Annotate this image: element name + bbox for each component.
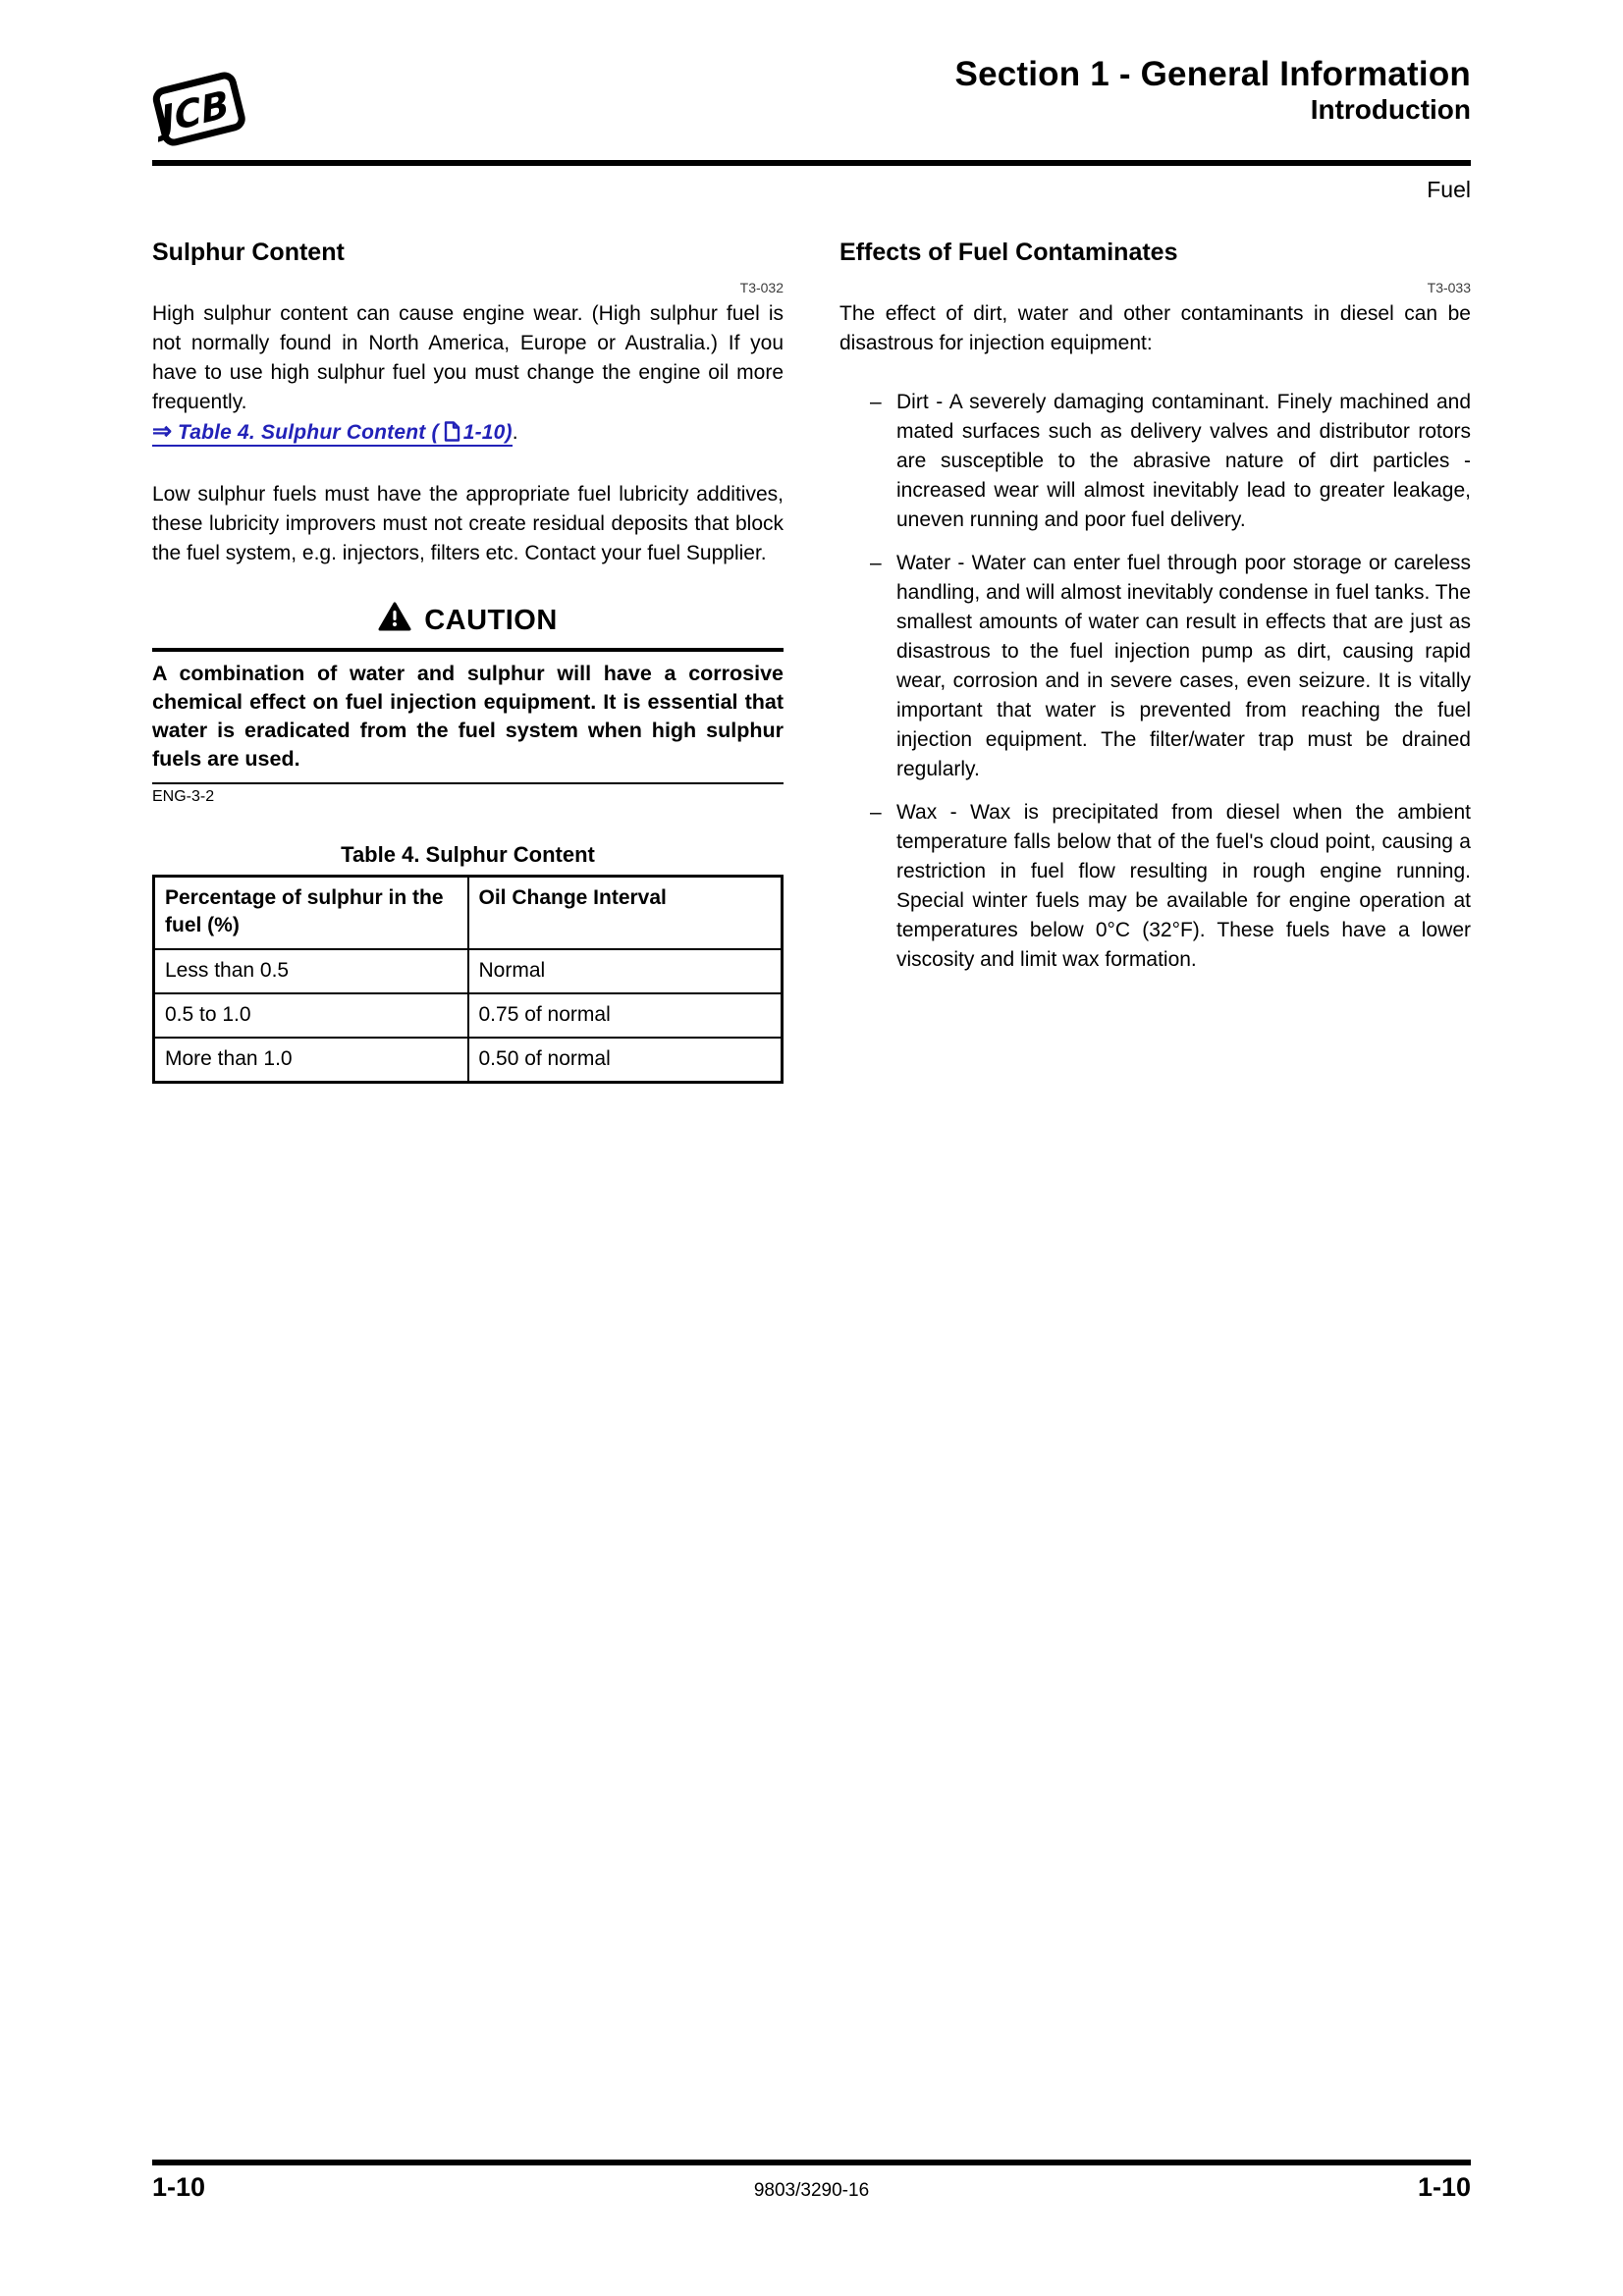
table-cell: 0.50 of normal: [468, 1038, 783, 1083]
table-header-row: [154, 877, 783, 950]
caution-rule-bottom: [152, 782, 784, 784]
document-number: 9803/3290-16: [753, 2180, 870, 2201]
list-item-text: Dirt - A severely damaging contaminant. Finely machined and mated surfaces such as delivery valves and distributor rotors are susceptible to the abrasive nature of dirt particles - increased wear will almost inevitably lead to greater leakage, uneven running and poor fuel delivery.: [896, 391, 1471, 531]
topic-code: T3-032: [739, 280, 784, 295]
header-titles: [152, 49, 1471, 126]
caution-text: A combination of water and sulphur will have a corrosive chemical effect on fuel injection equipment. It is essential that water is eradicated from the fuel system when high sulphur fuels are used.: [152, 662, 784, 771]
table-caption: Table 4. Sulphur Content: [341, 842, 595, 867]
dash-marker: –: [870, 391, 882, 413]
heading-fuel-contaminates: Effects of Fuel Contaminates: [839, 239, 1178, 266]
paragraph-contaminants-intro: The effect of dirt, water and other contaminants in diesel can be disastrous for injection equipment:: [839, 302, 1471, 354]
svg-text:JCB: JCB: [158, 81, 233, 142]
footer-row: [152, 2172, 1471, 2203]
list-item-text: Wax - Wax is precipitated from diesel when the ambient temperature falls below that of the fuel's cloud point, causing a restriction in fuel flow resulting in rough engine running. Special winter fuels may be available for engine operation at temperatures below 0°C (32°F). These fuels have a lower viscosity and limit wax formation.: [896, 801, 1471, 971]
header-rule: [152, 160, 1471, 166]
caution-box: [152, 602, 784, 806]
table-row: [154, 949, 783, 993]
table-cell: 0.5 to 1.0: [154, 993, 468, 1038]
table-header-cell: Percentage of sulphur in the fuel (%): [154, 877, 468, 950]
caution-heading: [152, 602, 784, 640]
heading-sulphur-content: Sulphur Content: [152, 239, 345, 266]
paragraph-low-sulphur: Low sulphur fuels must have the appropriate fuel lubricity additives, these lubricity improvers must not create residual deposits that block the fuel system, e.g. injectors, filters etc. Contact your fuel Supplier.: [152, 483, 784, 564]
topic-code: T3-033: [1427, 280, 1471, 295]
page-footer: [152, 2160, 1471, 2203]
table-cell: More than 1.0: [154, 1038, 468, 1083]
footer-rule: [152, 2160, 1471, 2165]
caution-code: ENG-3-2: [152, 788, 215, 805]
xref-period: .: [512, 421, 518, 444]
section-title: Section 1 - General Information: [954, 55, 1471, 93]
content-columns: [152, 239, 1471, 1084]
left-column: [152, 239, 784, 1084]
paragraph-high-sulphur: High sulphur content can cause engine wear. (High sulphur fuel is not normally found in North America, Europe or Australia.) If you have to use high sulphur fuel you must change the engine oil more frequently.: [152, 302, 784, 413]
table-cell: Less than 0.5: [154, 949, 468, 993]
page-context-label: Fuel: [1427, 177, 1471, 202]
sulphur-content-table: [152, 875, 784, 1084]
list-item-text: Water - Water can enter fuel through poor storage or careless handling, and will almost inevitably condense in fuel tanks. The smallest amounts of water can result in effects that are just as disastrous to the fuel injection pump as dirt, causing rapid wear, corrosion and in severe cases, even seizure. It is vitally important that water is prevented from reaching the fuel injection equipment. The filter/water trap must be drained regularly.: [896, 552, 1471, 780]
caution-rule-top: [152, 648, 784, 652]
table-4-xref-line: [152, 417, 784, 451]
list-item-wax: [839, 798, 1471, 975]
xref-arrow-icon: ⇒: [152, 418, 173, 445]
xref-page-label: 1-10): [462, 421, 513, 444]
table-4-link[interactable]: [152, 418, 513, 447]
table-cell: 0.75 of normal: [468, 993, 783, 1038]
page-number-left: 1-10: [152, 2172, 206, 2202]
table-row: [154, 993, 783, 1038]
section-subtitle: Introduction: [1310, 94, 1471, 125]
list-item-water: [839, 549, 1471, 784]
caution-label: CAUTION: [424, 605, 558, 636]
warning-triangle-icon: [378, 602, 411, 640]
right-column: [839, 239, 1471, 1084]
page-number-right: 1-10: [1417, 2172, 1472, 2202]
table-cell: Normal: [468, 949, 783, 993]
list-item-dirt: [839, 388, 1471, 535]
jcb-logo-icon: [148, 67, 250, 149]
table-row: [154, 1038, 783, 1083]
table-header-cell: Oil Change Interval: [468, 877, 783, 950]
xref-label: Table 4. Sulphur Content (: [177, 421, 439, 444]
page-ref-icon: [444, 421, 460, 451]
contaminants-list: [839, 388, 1471, 975]
dash-marker: –: [870, 801, 882, 824]
dash-marker: –: [870, 552, 882, 574]
page-header: [152, 49, 1471, 142]
